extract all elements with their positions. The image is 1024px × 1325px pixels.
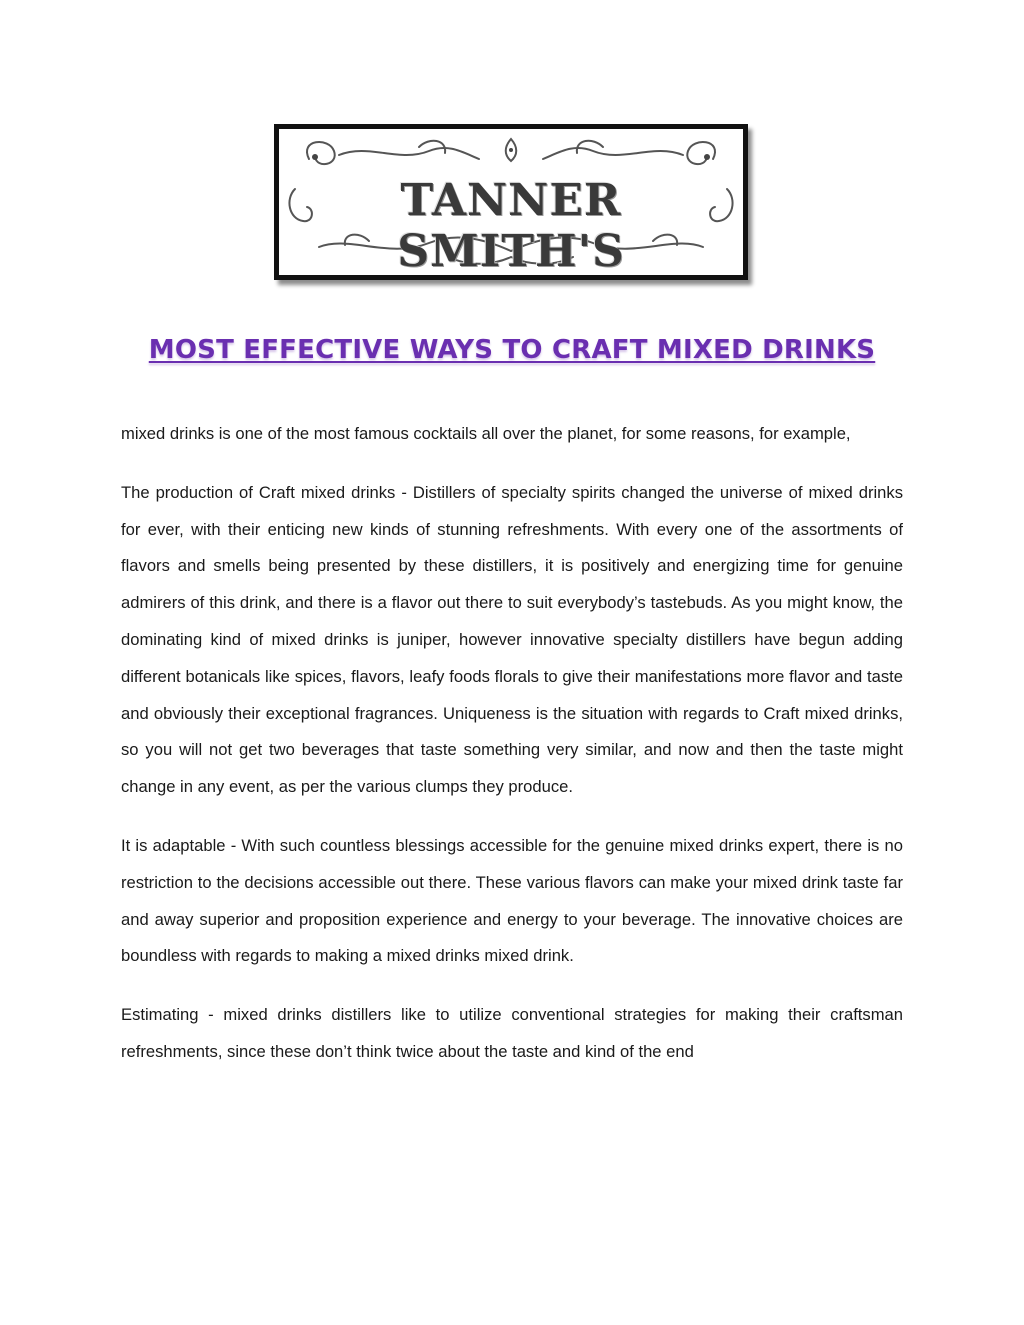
paragraph-adaptable: It is adaptable - With such countless blessings accessible for the genuine mixed drinks expert, there is no restriction to the decisions accessible out there. These various flavors can make your mixed drink taste far and away superior and proposition experience and energy to your beverage. The innovative choices are boundless with regards to making a mixed drinks mixed drink. [121,835,903,966]
article-body [121,416,903,1093]
paragraph-intro: mixed drinks is one of the most famous cocktails all over the planet, for some reasons, for example, [121,424,851,443]
paragraph-production: The production of Craft mixed drinks - Distillers of specialty spirits changed the universe of mixed drinks for ever, with their enticing new kinds of stunning refreshments. With every one of the assortments of flavors and smells being presented by these distillers, it is positively and energizing time for genuine admirers of this drink, and there is a flavor out there to suit everybody’s tastebuds. As you might know, the dominating kind of mixed drinks is juniper, however innovative specialty distillers have begun adding different botanicals like spices, flavors, leafy foods florals to give their manifestations more flavor and taste and obviously their exceptional fragrances. Uniqueness is the situation with regards to Craft mixed drinks, so you will not get two beverages that taste something very similar, and now and then the taste might change in any event, as per the various clumps they produce. [121,482,903,797]
paragraph-estimating: Estimating - mixed drinks distillers like to utilize conventional strategies for making their craftsman refreshments, since these don’t think twice about the taste and kind of the end [121,1005,903,1061]
tanner-smiths-logo [274,124,748,280]
logo-wordmark: TANNER SMITH'S [397,175,625,277]
page-title: MOST EFFECTIVE WAYS TO CRAFT MIXED DRINKS [148,335,876,365]
